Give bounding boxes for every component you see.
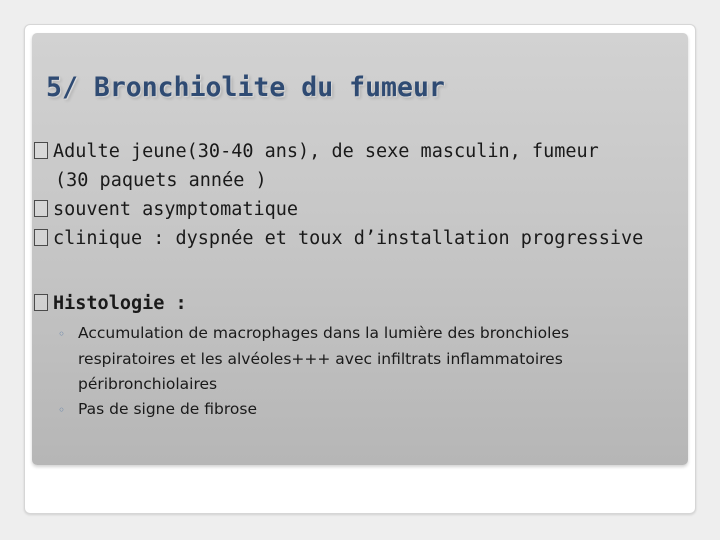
- bullet-item: [34, 137, 643, 195]
- ring-bullet-icon: ◦: [58, 403, 66, 417]
- bullet-item: [34, 195, 643, 224]
- bullet-text: souvent asymptomatique: [53, 199, 299, 220]
- missing-glyph-box-icon: [34, 142, 48, 159]
- bullet-item: [34, 224, 643, 253]
- missing-glyph-box-icon: [34, 294, 48, 311]
- bullet-text: Adulte jeune(30-40 ans), de sexe masculin, fumeur: [53, 141, 599, 162]
- missing-glyph-box-icon: [34, 229, 48, 246]
- sub-bullet-text-continued: péribronchiolaires: [78, 375, 218, 393]
- sub-bullet-item: [58, 321, 569, 397]
- sub-bullet-text: Pas de signe de fibrose: [78, 400, 257, 418]
- slide-title: 5/ Bronchiolite du fumeur: [46, 72, 445, 103]
- missing-glyph-box-icon: [34, 200, 48, 217]
- bullet-text-continued: (30 paquets année ): [55, 170, 267, 191]
- histology-sub-list: [58, 321, 569, 423]
- bullet-text: clinique : dyspnée et toux d’installation progressive: [53, 228, 644, 249]
- histology-heading-row: [34, 289, 187, 318]
- sub-bullet-text-continued: respiratoires et les alvéoles+++ avec infiltrats inflammatoires: [78, 350, 563, 368]
- sub-bullet-text: Accumulation de macrophages dans la lumière des bronchioles: [78, 324, 570, 342]
- sub-bullet-item: [58, 397, 569, 423]
- bullet-list: [34, 137, 643, 253]
- ring-bullet-icon: ◦: [58, 327, 66, 341]
- histology-heading: Histologie :: [53, 293, 187, 314]
